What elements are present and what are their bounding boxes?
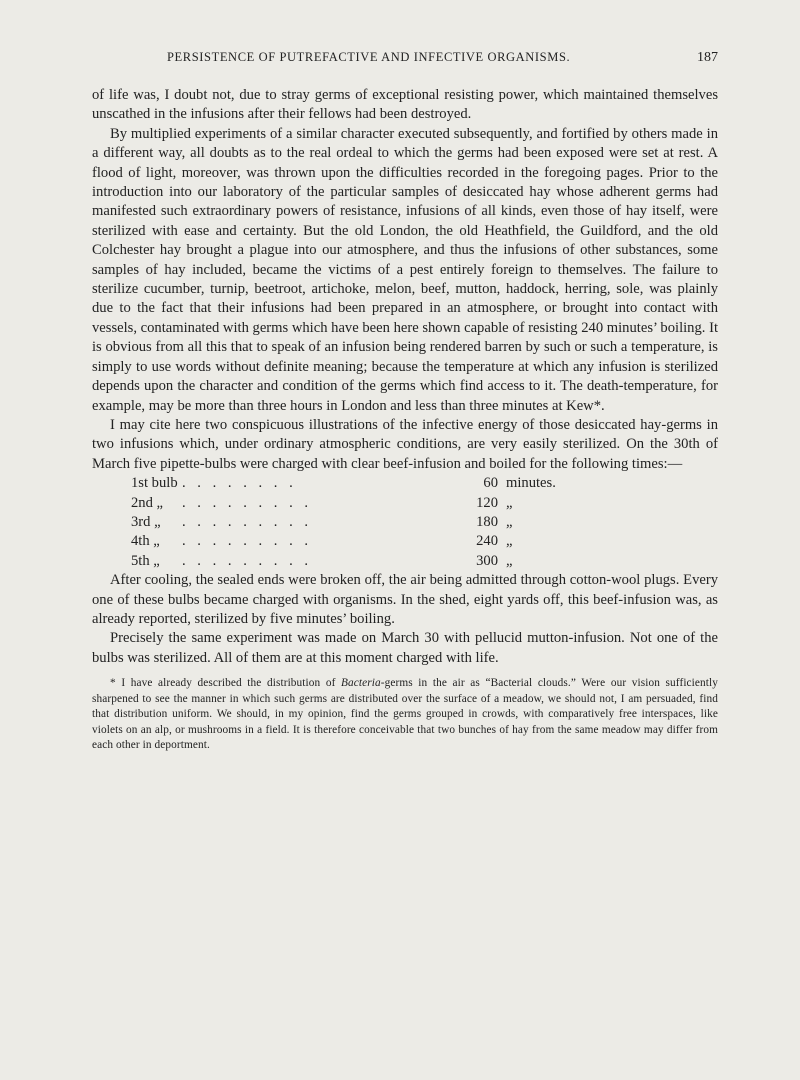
- table-row: [131, 474, 576, 493]
- bulb-label: 5th „: [131, 552, 160, 569]
- minutes-unit: „: [506, 513, 513, 530]
- footnote-text-rest: -germs in the air as “Bacterial clouds.” Were our vision sufficiently sharpened to see the manner in which such germs are distributed over the surface of a meadow, we should not, I am persuaded, find that distribution uniform. We should, in my opinion, find the germs grouped in crowds, with comparatively free interspaces, like violets on an alp, or mushrooms in a field. It is therefore conceivable that two bunches of hay from the same meadow may differ from each other in deportment.: [92, 677, 718, 752]
- minutes-value: 120: [476, 494, 498, 511]
- footnote-text-start: * I have already described the distribution of: [110, 677, 342, 690]
- leader-dots: . . . . . . . .: [182, 475, 297, 492]
- table-row: [131, 532, 576, 551]
- bulb-label: 1st bulb: [131, 475, 178, 492]
- minutes-value: 180: [476, 513, 498, 530]
- bulb-label: 2nd „: [131, 494, 164, 511]
- table-row: [131, 494, 576, 513]
- minutes-unit: „: [506, 533, 513, 550]
- paragraph-2: By multiplied experiments of a similar character executed subsequently, and fortified by others made in a different way, all doubts as to the real ordeal to which the germs had been exposed were set at rest. A flood of light, moreover, was thrown upon the difficulties recorded in the foregoing pages. Prior to the introduction into our laboratory of the particular samples of desiccated hay whose adherent germs had manifested such extraordinary powers of resistance, infusions of all kinds, even those of hay itself, were sterilized with ease and certainty. But the old London, the old Heathfield, the Guildford, and the old Colchester hay brought a plague into our atmosphere, and thus the infusions of other substances, some samples of hay included, became the victims of a pest entirely foreign to themselves. The failure to sterilize cucumber, turnip, beetroot, artichoke, melon, beef, mutton, haddock, herring, sole, was plainly due to the fact that their infusions had been prepared in an atmosphere, or brought into contact with vessels, contaminated with germs which have been here shown capable of resisting 240 minutes’ boiling. It is obvious from all this that to speak of an infusion being rendered barren by such or such a temperature, is simply to use words without definite meaning; because the temperature at which any infusion is sterilized depends upon the character and condition of the germs which find access to it. The death-temperature, for example, may be more than three hours in London and less than three minutes at Kew*.: [92, 125, 718, 414]
- boiling-times-table: [131, 474, 576, 571]
- minutes-unit: „: [506, 552, 513, 569]
- leader-dots: . . . . . . . . .: [182, 513, 313, 530]
- bulb-label: 4th „: [131, 533, 160, 550]
- running-title: PERSISTENCE OF PUTREFACTIVE AND INFECTIVE ORGANISMS.: [167, 50, 571, 64]
- leader-dots: . . . . . . . . .: [182, 494, 313, 511]
- minutes-value: 300: [476, 552, 498, 569]
- footnote-text: [92, 676, 718, 754]
- leader-dots: . . . . . . . . .: [182, 533, 313, 550]
- footnote-italic-term: Bacteria: [341, 677, 381, 690]
- body-text: [92, 86, 718, 754]
- footnote: [92, 676, 718, 754]
- table-row: [131, 513, 576, 532]
- paragraph-5: Precisely the same experiment was made on March 30 with pellucid mutton-infusion. Not one of the bulbs was sterilized. All of them are at this moment charged with life.: [92, 630, 718, 666]
- running-header: [92, 50, 718, 70]
- minutes-value: 240: [476, 533, 498, 550]
- bulb-label: 3rd „: [131, 513, 161, 530]
- page-number: 187: [697, 50, 718, 65]
- paragraph-4: After cooling, the sealed ends were broken off, the air being admitted through cotton-wool plugs. Every one of these bulbs became charged with organisms. In the shed, eight yards off, this beef-infusion was, as already reported, sterilized by five minutes’ boiling.: [92, 572, 718, 627]
- paragraph-1: of life was, I doubt not, due to stray germs of exceptional resisting power, which maintained themselves unscathed in the infusions after their fellows had been destroyed.: [92, 87, 718, 123]
- paragraph-3: I may cite here two conspicuous illustrations of the infective energy of those desiccated hay-germs in two infusions which, under ordinary atmospheric conditions, are very easily sterilized. On the 30th of March five pipette-bulbs were charged with clear beef-infusion and boiled for the following times:—: [92, 416, 718, 472]
- leader-dots: . . . . . . . . .: [182, 552, 313, 569]
- minutes-unit: minutes.: [506, 475, 556, 492]
- minutes-unit: „: [506, 494, 513, 511]
- minutes-value: 60: [483, 475, 498, 492]
- table-row: [131, 552, 576, 571]
